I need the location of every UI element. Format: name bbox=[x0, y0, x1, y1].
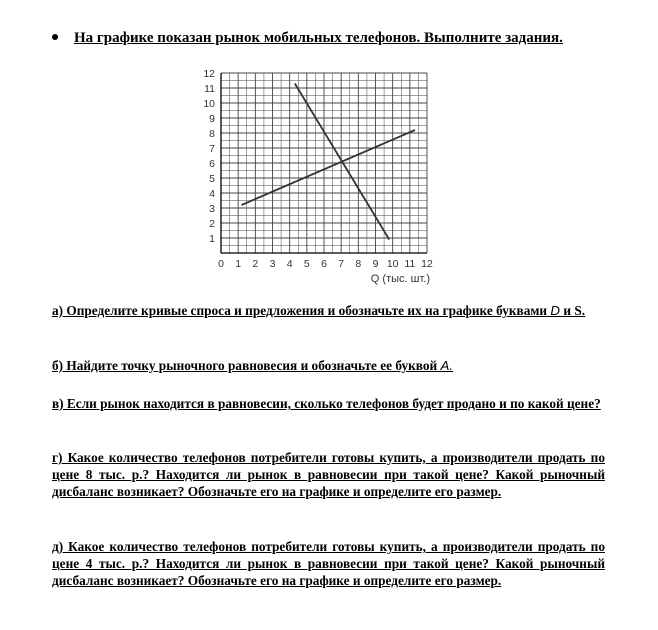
y-tick-label: 11 bbox=[204, 83, 215, 95]
x-tick-label: 2 bbox=[252, 258, 259, 270]
task-a-letter-d: D bbox=[550, 303, 561, 318]
y-tick-label: 2 bbox=[209, 218, 215, 230]
x-tick-label: 1 bbox=[235, 258, 242, 270]
x-tick-label: 5 bbox=[303, 258, 310, 270]
y-tick-label: 3 bbox=[209, 203, 215, 215]
market-chart bbox=[190, 62, 450, 287]
y-tick-label: 6 bbox=[209, 158, 215, 170]
x-axis-label: Q (тыс. шт.) bbox=[370, 273, 430, 285]
y-tick-label: 8 bbox=[209, 128, 215, 140]
task-g: г) Какое количество телефонов потребители готовы купить, а производители продать по цене 8 тыс. р.? Находится ли рынок в равновесии при такой цене? Какой рыночный дисбаланс возникает? Обозначьте его на графике и определите его размер. bbox=[52, 450, 605, 499]
task-a-text: а) Определите кривые спроса и предложения и обозначьте их на графике буквами bbox=[52, 303, 548, 318]
task-v: в) Если рынок находится в равновесии, сколько телефонов будет продано и по какой цене? bbox=[52, 396, 601, 411]
task-b bbox=[52, 357, 605, 374]
task-b-letter: A. bbox=[440, 358, 454, 373]
x-tick-label: 0 bbox=[218, 258, 224, 270]
chart-grid bbox=[221, 73, 427, 253]
x-tick-label: 9 bbox=[372, 258, 379, 270]
y-tick-label: 1 bbox=[209, 233, 215, 245]
x-tick-label: 3 bbox=[269, 258, 276, 270]
x-tick-label: 4 bbox=[286, 258, 293, 270]
task-a-and: и bbox=[563, 303, 572, 318]
task-d: д) Какое количество телефонов потребители готовы купить, а производители продать по цене 4 тыс. р.? Находится ли рынок в равновесии при такой цене? Какой рыночный дисбаланс возникает? Обозначьте его на графике и определите его размер. bbox=[52, 539, 605, 588]
x-tick-label: 12 bbox=[421, 258, 433, 270]
supply-curve bbox=[242, 130, 415, 205]
bullet-icon bbox=[52, 34, 58, 40]
task-b-text: б) Найдите точку рыночного равновесия и обозначьте ее буквой bbox=[52, 358, 438, 373]
heading-text: На графике показан рынок мобильных телефонов. Выполните задания. bbox=[74, 30, 563, 46]
task-a-letter-s: S. bbox=[574, 303, 586, 318]
y-tick-label: 7 bbox=[209, 143, 215, 155]
y-tick-label: 5 bbox=[209, 173, 215, 185]
y-tick-label: 9 bbox=[209, 113, 215, 125]
x-tick-label: 6 bbox=[321, 258, 327, 270]
chart-lines bbox=[242, 84, 415, 240]
y-tick-label: 10 bbox=[203, 98, 215, 110]
x-tick-label: 8 bbox=[355, 258, 362, 270]
x-tick-label: 10 bbox=[386, 258, 399, 270]
heading bbox=[52, 30, 612, 47]
y-tick-label: 12 bbox=[203, 68, 215, 80]
x-tick-label: 11 bbox=[404, 258, 416, 270]
task-a bbox=[52, 302, 605, 319]
y-tick-label: 4 bbox=[209, 188, 215, 200]
x-tick-label: 7 bbox=[338, 258, 345, 270]
